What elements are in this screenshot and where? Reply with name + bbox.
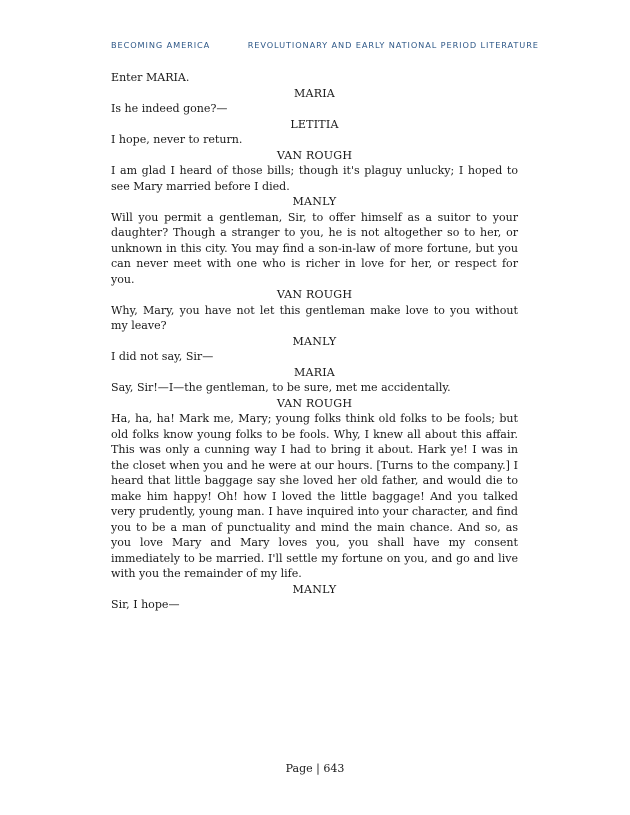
dialogue-block (111, 365, 518, 396)
dialogue-block (111, 396, 518, 582)
dialogue-line: Why, Mary, you have not let this gentleman make love to you without my leave? (111, 303, 518, 332)
speaker-name: MANLY (292, 195, 337, 208)
dialogue-block (111, 287, 518, 334)
dialogue-block (111, 194, 518, 287)
speaker-name: MARIA (294, 86, 335, 100)
speaker-name: VAN ROUGH (276, 396, 353, 410)
dialogue-block (111, 86, 518, 117)
speaker-name: VAN ROUGH (276, 288, 353, 301)
dialogue-block (111, 148, 518, 195)
dialogue-block (111, 334, 518, 365)
dialogue-line: I hope, never to return. (111, 133, 243, 146)
dialogue-line: Say, Sir!—I—the gentleman, to be sure, met me accidentally. (111, 381, 451, 394)
running-header (111, 40, 539, 50)
dialogue-line: Ha, ha, ha! Mark me, Mary; young folks think old folks to be fools; but old folks know young folks to be fools. Why, I knew all about this affair. This was only a cunning way I had to bring it about. Hark ye! I was in the closet when you and he were at our hours. [Turns to the company.] I heard that little baggage say she loved her old father, and would die to make him happy! Oh! how I loved the little baggage! And you talked very prudently, young man. I have inquired into your character, and find you to be a man of punctuality and mind the main chance. And so, as you love Mary and Mary loves you, you shall have my consent immediately to be married. I'll settle my fortune on you, and go and live with you the remainder of my life. (111, 412, 518, 580)
play-text (111, 70, 518, 613)
speaker-name: MANLY (292, 582, 337, 596)
dialogue-block (111, 582, 518, 613)
stage-direction: Enter MARIA. (111, 71, 190, 84)
dialogue-line: Will you permit a gentleman, Sir, to offer himself as a suitor to your daughter? Though a stranger to you, he is not altogether so to her, or unknown in this city. You may find a son-in-law of more fortune, but you can never meet with one who is richer in love for her, or respect for you. (111, 210, 518, 286)
speaker-name: VAN ROUGH (276, 148, 353, 162)
dialogue-line: Sir, I hope— (111, 598, 180, 611)
page-number: Page | 643 (285, 762, 345, 775)
speaker-name: LETITIA (290, 117, 339, 131)
dialogue-line: Is he indeed gone?— (111, 102, 228, 115)
dialogue-line: I did not say, Sir— (111, 350, 214, 363)
speaker-name: MARIA (294, 365, 335, 379)
speaker-name: MANLY (292, 334, 337, 348)
dialogue-block (111, 117, 518, 148)
header-book-title: BECOMING AMERICA (111, 40, 211, 50)
dialogue-line: I am glad I heard of those bills; though it's plaguy unlucky; I hoped to see Mary married before I died. (111, 164, 518, 193)
header-section-title: REVOLUTIONARY AND EARLY NATIONAL PERIOD LITERATURE (247, 40, 539, 50)
